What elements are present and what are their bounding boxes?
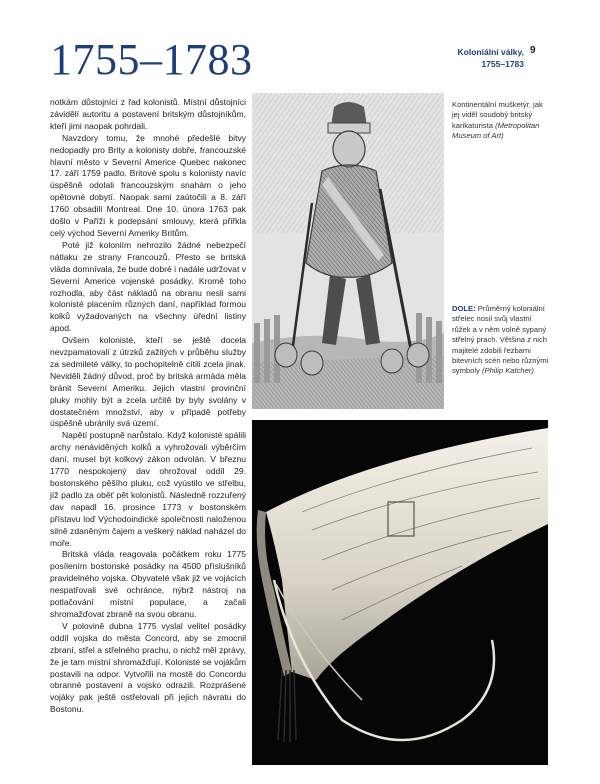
running-header-line2: 1755–1783 xyxy=(481,59,524,69)
caption-top-credit: (Metropolitan Museum of Art) xyxy=(452,120,540,141)
paragraph: Navzdory tomu, že mnohé předešlé bitvy nedopadly pro Brity a kolonisty dobře, francouzské hlavní město v Severní Americe Quebec nakonec 17. září 1759 padlo. Britové spolu s kolonisty navíc úspěšně odolali francouzským snahám o jeho opětovné dobytí. Naopak sami zaútočili a 8. září 1760 obsadili Montreal. Dne 10. února 1763 pak došlo v Paříži k podepsání smlouvy, která přiřkla celý východ Severní Ameriky Britům. xyxy=(50,132,246,238)
paragraph: Britská vláda reagovala počátkem roku 1775 posílením bostonské posádky na 4500 příslušníků pravidelného vojska. Obyvatelé však již ve vojácích nespatřovali své ochránce, nýbrž nástroj na potlačování místní populace, a začali shromažďovat zbraně na svou obranu. xyxy=(50,549,246,619)
powder-horn-photo xyxy=(252,420,548,765)
page-number: 9 xyxy=(530,45,536,56)
caption-bottom-credit: (Philip Katcher) xyxy=(481,366,534,376)
caption-top-text: Kontinentální mušketýr, jak jej viděl soudobý britský karikaturista xyxy=(452,100,543,130)
caption-top xyxy=(452,100,552,142)
body-text-column xyxy=(50,97,246,716)
caricature-engraving-image xyxy=(252,93,444,409)
paragraph: Ovšem kolonisté, kteří se ještě docela nevzpamatovali z útrzků zažitých v průběhu služby za sedmileté války, to pochopitelně cítili zcela jinak. Neviděli žádný důvod, proč by britská armáda měla bránit Severní Ameriku. Jejich vlastní provinční pluky mohly být a zcela určitě by byly svolány v dostatečném množství, aby v případě potřeby úspěšně ubránily svá území. xyxy=(50,335,246,429)
caricature-engraving-drawing xyxy=(252,93,444,409)
paragraph: Napětí postupně narůstalo. Když kolonisté spálili archy nenáviděných kolků a vyhrožovali výběrčím daní, musel být kolkový zákon odvolán. V březnu 1770 nespokojený dav ohrožoval oddíl 29. bostonského pěšího pluku, což vyústilo ve střelbu, jíž padlo za oběť pět kolonistů. Následně rozzuřený dav napadl 16. prosince 1773 v bostonském přístavu loď Východoindické společnosti naloženou silně zdaněným čajem a veškerý náklad naházel do moře. xyxy=(50,430,246,548)
paragraph: Poté již koloniím nehrozilo žádné nebezpečí nátlaku ze strany Francouzů. Přesto se britská vláda domnívala, že bude dobré i nadále udržovat v Severní Americe vojenské posádky. Kromě toho rozhodla, aby část nákladů na obranu nesli sami kolonisté placením různých daní, například formou kolků vyžadovaných na všechny úřední listiny apod. xyxy=(50,239,246,334)
running-header xyxy=(458,46,524,70)
caption-bottom-lead: DOLE: xyxy=(452,304,476,313)
running-header-line1: Koloniální války, xyxy=(457,47,524,57)
caption-bottom xyxy=(452,304,552,377)
caption-bottom-text: Průměrný koloniální střelec nosil svůj vlastní růžek a v něm volně sypaný střelný prach. Většina z nich majitelé zdobili řezbami bitevních scén nebo různými symboly xyxy=(452,304,549,376)
paragraph: notkám důstojníci z řad kolonistů. Místní důstojníci závidělí autoritu a postavení britským důstojníkům, kteří jimi naopak pohrdali. xyxy=(50,97,246,131)
powder-horn-drawing xyxy=(252,420,548,765)
page-title: 1755–1783 xyxy=(50,35,253,84)
paragraph: V polovině dubna 1775 vyslal velitel posádky oddíl vojska do města Concord, aby se zmocnil zbraní, střel a střelného prachu, o nichž měl zprávy, že je tam místní shromažďují. Kolonisté se vojákům postavili na odpor. Vytvořili na mostě do Concordu obranné postavení a vojsko odrazili. Rozprášené vojáky pak ještě ostřelovali při jejich návratu do Bostonu. xyxy=(50,620,246,715)
